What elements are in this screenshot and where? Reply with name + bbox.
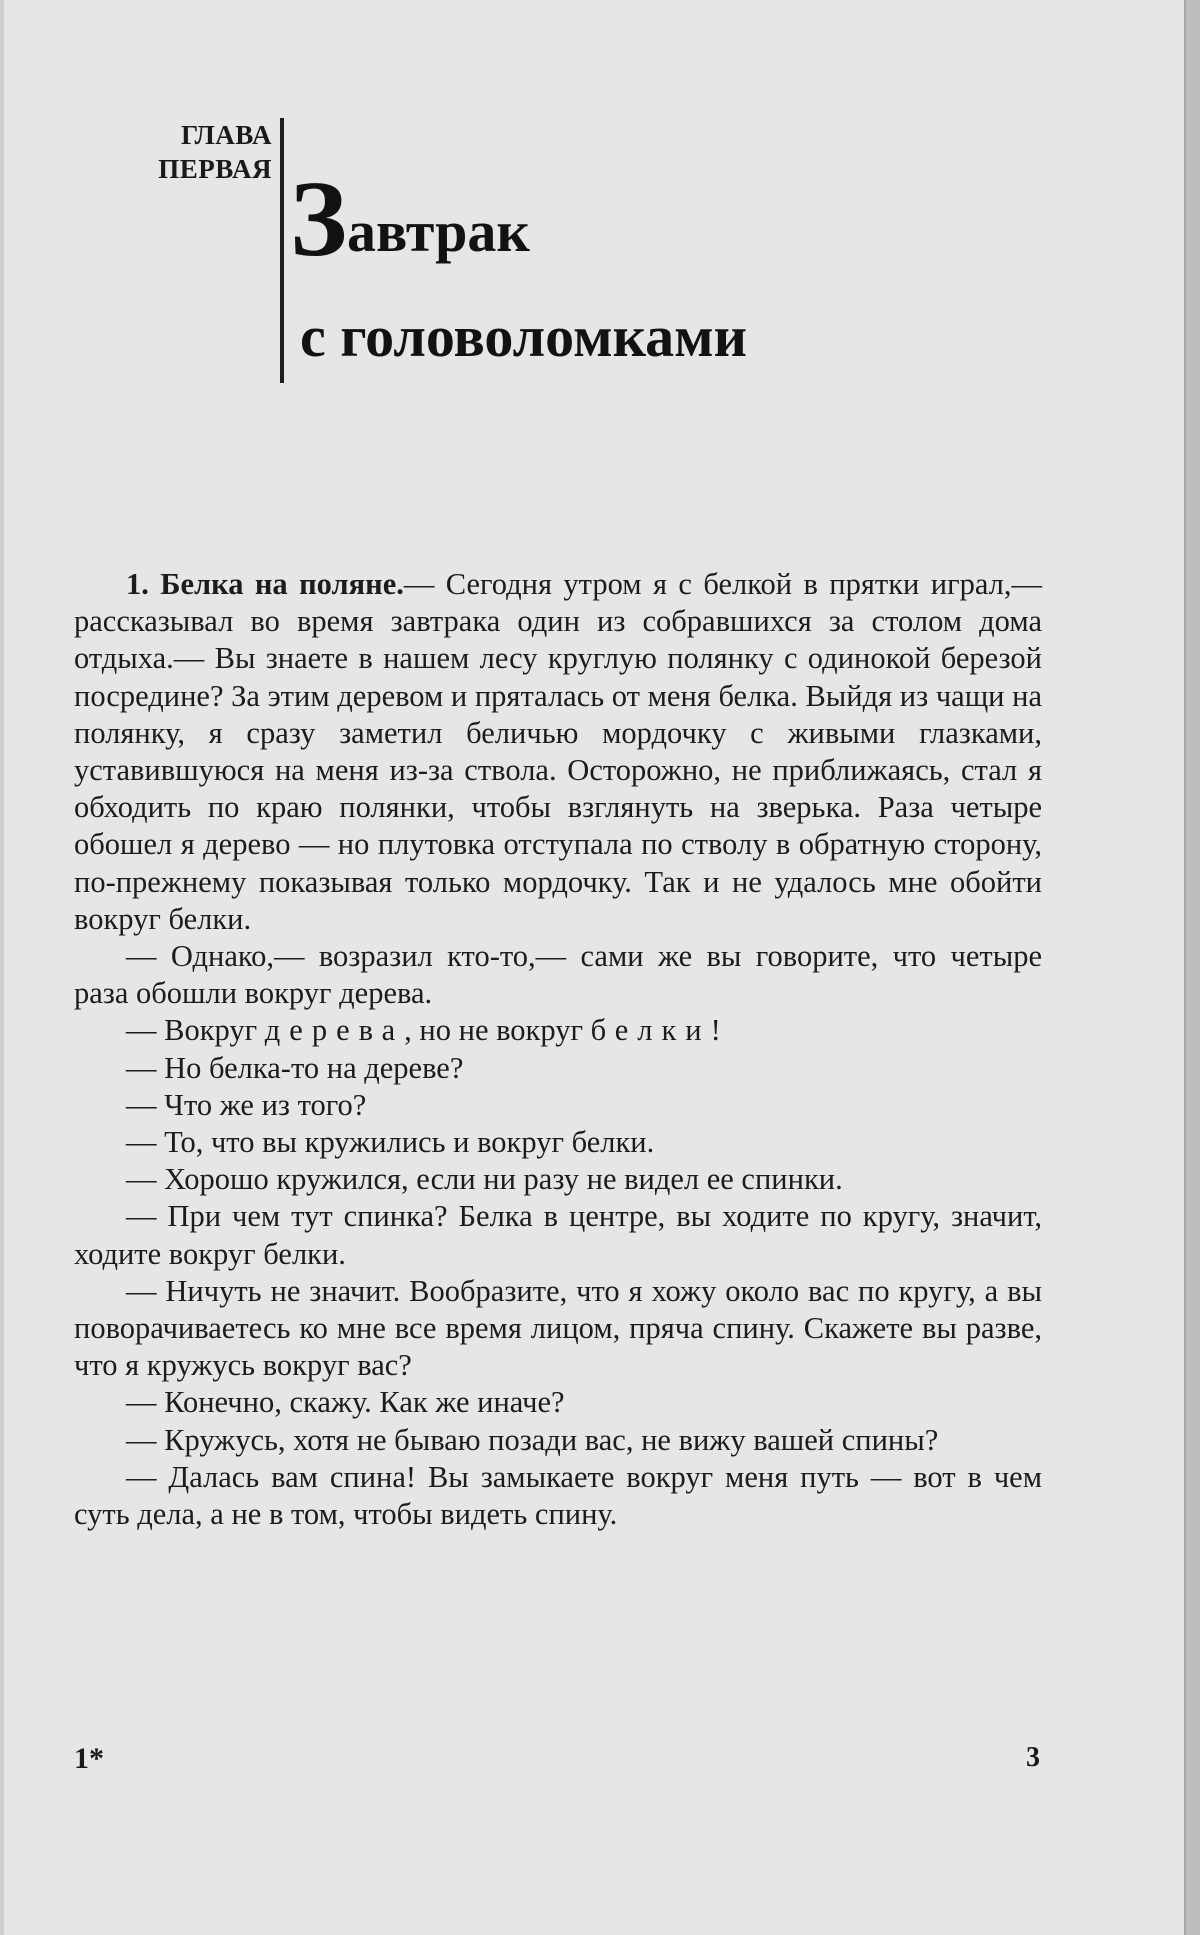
- intro-text: — Сегодня утром я с белкой в прятки играл,— рассказывал во время завтрака один из собравшихся за столом дома отдыха.— Вы знаете в нашем лесу круглую полянку с одинокой березой посредине? За этим деревом и пряталась от меня белка. Выйдя из чащи на полянку, я сразу заметил беличью мордочку с живыми глазками, уставившуюся на меня из-за ствола. Осторожно, не приближаясь, стал я обходить по краю полянки, чтобы взглянуть на зверька. Раза четыре обошел я дерево — но плутовка отступала по стволу в обратную сторону, по-прежнему показывая только мордочку. Так и не удалось мне обойти вокруг белки.: [74, 567, 1042, 936]
- text-fragment: , но не вокруг: [404, 1013, 591, 1048]
- chapter-title-line1: [290, 160, 530, 279]
- paragraph: — Ничуть не значит. Вообразите, что я хожу около вас по кругу, а вы поворачиваетесь ко мне все время лицом, пряча спину. Скажете вы разве, что я кружусь вокруг вас?: [74, 1273, 1042, 1383]
- chapter-label: [122, 118, 272, 186]
- page-left-edge: [0, 0, 4, 1935]
- paragraph: — Но белка-то на дереве?: [126, 1050, 464, 1085]
- title-vertical-rule: [280, 118, 284, 383]
- page-number: 3: [1026, 1742, 1040, 1773]
- section-heading: 1. Белка на поляне.: [126, 567, 404, 601]
- title-line1-rest: автрак: [347, 199, 530, 264]
- paragraph: — При чем тут спинка? Белка в центре, вы ходите по кругу, значит, ходите вокруг белки.: [74, 1199, 1042, 1271]
- paragraph: — Конечно, скажу. Как же иначе?: [126, 1385, 565, 1420]
- page-binding-edge: [1184, 0, 1200, 1935]
- paragraph: — Однако,— возразил кто-то,— сами же вы говорите, что четыре раза обошли вокруг дерева.: [74, 939, 1042, 1011]
- title-dropcap: З: [290, 160, 348, 279]
- chapter-label-line1: ГЛАВА: [180, 120, 272, 150]
- paragraph: — То, что вы кружились и вокруг белки.: [126, 1125, 655, 1160]
- paragraph: — Кружусь, хотя не бываю позади вас, не вижу вашей спины?: [126, 1422, 939, 1457]
- chapter-title-line2: с головоломками: [300, 304, 748, 369]
- paragraph: — Что же из того?: [126, 1087, 367, 1122]
- paragraph: — Далась вам спина! Вы замыкаете вокруг меня путь — вот в чем суть дела, а не в том, чтобы видеть спину.: [74, 1459, 1042, 1532]
- body-text: [74, 566, 1042, 1533]
- paragraph: — Хорошо кружился, если ни разу не видел ее спинки.: [126, 1162, 843, 1197]
- text-fragment: !: [710, 1013, 721, 1048]
- emphasis-tree: дерева: [264, 1013, 405, 1048]
- signature-mark: 1*: [74, 1742, 104, 1775]
- chapter-label-line2: ПЕРВАЯ: [158, 154, 272, 184]
- paragraph-intro: [74, 566, 1042, 938]
- emphasis-squirrel: белки: [590, 1013, 711, 1048]
- text-fragment: — Вокруг: [126, 1013, 265, 1048]
- paragraph: [74, 1012, 1042, 1049]
